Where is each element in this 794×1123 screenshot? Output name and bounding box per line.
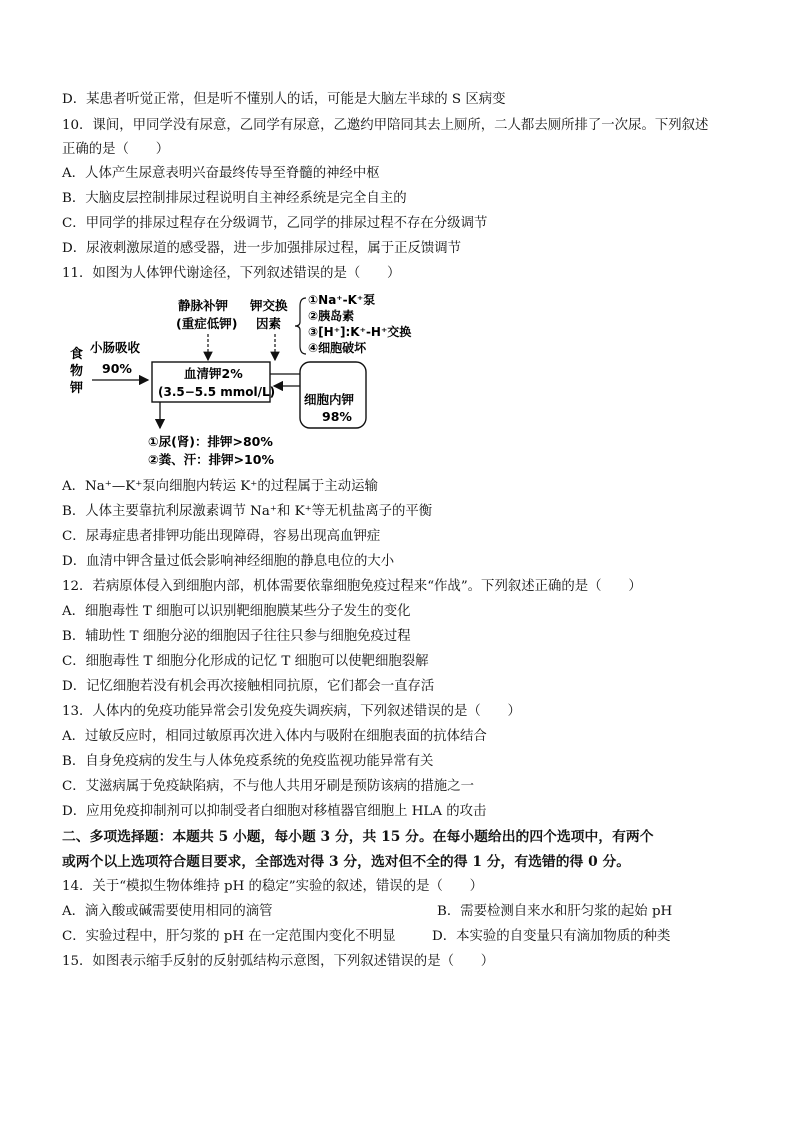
iv-supplement-label: 静脉补钾 bbox=[178, 298, 229, 313]
serum-potassium-range: (3.5−5.5 mmol/L) bbox=[158, 385, 276, 399]
section-2-heading-line-1: 二、多项选择题：本题共 5 小题，每小题 3 分，共 15 分。在每小题给出的四个选项中，有两个 bbox=[62, 829, 654, 845]
q11-stem: 11．如图为人体钾代谢途径，下列叙述错误的是（ ） bbox=[62, 266, 401, 281]
q11-option-c: C．尿毒症患者排钾功能出现障碍，容易出现高血钾症 bbox=[62, 529, 381, 544]
q9-option-d: D．某患者听觉正常，但是听不懂别人的话，可能是大脑左半球的 S 区病变 bbox=[62, 92, 506, 107]
intracellular-potassium-percent: 98% bbox=[322, 409, 352, 424]
food-label-2: 物 bbox=[70, 364, 84, 379]
q14-option-a: A．滴入酸或碱需要使用相同的滴管 bbox=[62, 904, 273, 919]
q10-option-d: D．尿液刺激尿道的感受器，进一步加强排尿过程，属于正反馈调节 bbox=[62, 241, 462, 256]
q12-option-c: C．细胞毒性 T 细胞分化形成的记忆 T 细胞可以使靶细胞裂解 bbox=[62, 654, 429, 669]
excretion-urine: ①尿(肾)：排钾>80% bbox=[148, 434, 273, 449]
q13-option-d: D．应用免疫抑制剂可以抑制受者白细胞对移植器官细胞上 HLA 的攻击 bbox=[62, 804, 487, 819]
q10-option-a: A．人体产生尿意表明兴奋最终传导至脊髓的神经中枢 bbox=[62, 166, 380, 181]
q12-option-b: B．辅助性 T 细胞分泌的细胞因子往往只参与细胞免疫过程 bbox=[62, 629, 411, 644]
factor-brace bbox=[295, 298, 306, 354]
potassium-metabolism-diagram bbox=[62, 290, 462, 470]
q13-option-a: A．过敏反应时，相同过敏原再次进入体内与吸附在细胞表面的抗体结合 bbox=[62, 729, 487, 744]
q14-stem: 14．关于“模拟生物体维持 pH 的稳定”实验的叙述，错误的是（ ） bbox=[62, 879, 484, 894]
exchange-factor-label-1: 钾交换 bbox=[250, 298, 288, 313]
food-label-3: 钾 bbox=[70, 381, 84, 396]
section-2-heading-line-2: 或两个以上选项符合题目要求，全部选对得 3 分，选对但不全的得 1 分，有选错的得 0 分。 bbox=[62, 854, 631, 870]
q10-option-c: C．甲同学的排尿过程存在分级调节，乙同学的排尿过程不存在分级调节 bbox=[62, 216, 488, 231]
q13-stem: 13．人体内的免疫功能异常会引发免疫失调疾病，下列叙述错误的是（ ） bbox=[62, 704, 521, 719]
intracellular-potassium-label: 细胞内钾 bbox=[304, 392, 355, 407]
q12-option-a: A．细胞毒性 T 细胞可以识别靶细胞膜某些分子发生的变化 bbox=[62, 604, 411, 619]
q13-option-c: C．艾滋病属于免疫缺陷病，不与他人共用牙刷是预防该病的措施之一 bbox=[62, 779, 474, 794]
q11-option-d: D．血清中钾含量过低会影响神经细胞的静息电位的大小 bbox=[62, 554, 395, 569]
q14-option-c: C．实验过程中，肝匀浆的 pH 在一定范围内变化不明显 bbox=[62, 929, 396, 944]
q10-stem-line-2: 正确的是（ ） bbox=[62, 142, 170, 157]
serum-potassium-label: 血清钾2% bbox=[184, 366, 243, 381]
q15-stem: 15．如图表示缩手反射的反射弧结构示意图，下列叙述错误的是（ ） bbox=[62, 954, 495, 969]
factor-2: ②胰岛素 bbox=[308, 309, 355, 323]
q11-option-b: B．人体主要靠抗利尿激素调节 Na⁺和 K⁺等无机盐离子的平衡 bbox=[62, 504, 433, 519]
factor-3: ③[H⁺]:K⁺-H⁺交换 bbox=[308, 325, 412, 339]
q10-option-b: B．大脑皮层控制排尿过程说明自主神经系统是完全自主的 bbox=[62, 191, 407, 206]
intestine-absorption-label: 小肠吸收 bbox=[90, 340, 141, 355]
factor-1: ①Na⁺-K⁺泵 bbox=[308, 293, 376, 307]
iv-supplement-note: (重症低钾) bbox=[176, 316, 238, 331]
excretion-feces-sweat: ②粪、汗：排钾>10% bbox=[148, 452, 274, 467]
q14-option-b: B．需要检测自来水和肝匀浆的起始 pH bbox=[437, 904, 673, 919]
exchange-factor-label-2: 因素 bbox=[256, 316, 282, 331]
food-label-1: 食 bbox=[70, 347, 84, 362]
q11-option-a: A．Na⁺—K⁺泵向细胞内转运 K⁺的过程属于主动运输 bbox=[62, 479, 378, 494]
q10-stem-line-1: 10．课间，甲同学没有尿意，乙同学有尿意，乙邀约甲陪同其去上厕所，二人都去厕所排了一次尿。下列叙述 bbox=[62, 118, 709, 133]
q13-option-b: B．自身免疫病的发生与人体免疫系统的免疫监视功能异常有关 bbox=[62, 754, 434, 769]
q12-stem: 12．若病原体侵入到细胞内部，机体需要依靠细胞免疫过程来“作战”。下列叙述正确的是（ ） bbox=[62, 579, 642, 594]
factor-4: ④细胞破坏 bbox=[308, 341, 367, 355]
intestine-absorption-percent: 90% bbox=[102, 361, 132, 376]
q14-option-d: D．本实验的自变量只有滴加物质的种类 bbox=[432, 929, 671, 944]
q12-option-d: D．记忆细胞若没有机会再次接触相同抗原，它们都会一直存活 bbox=[62, 679, 435, 694]
